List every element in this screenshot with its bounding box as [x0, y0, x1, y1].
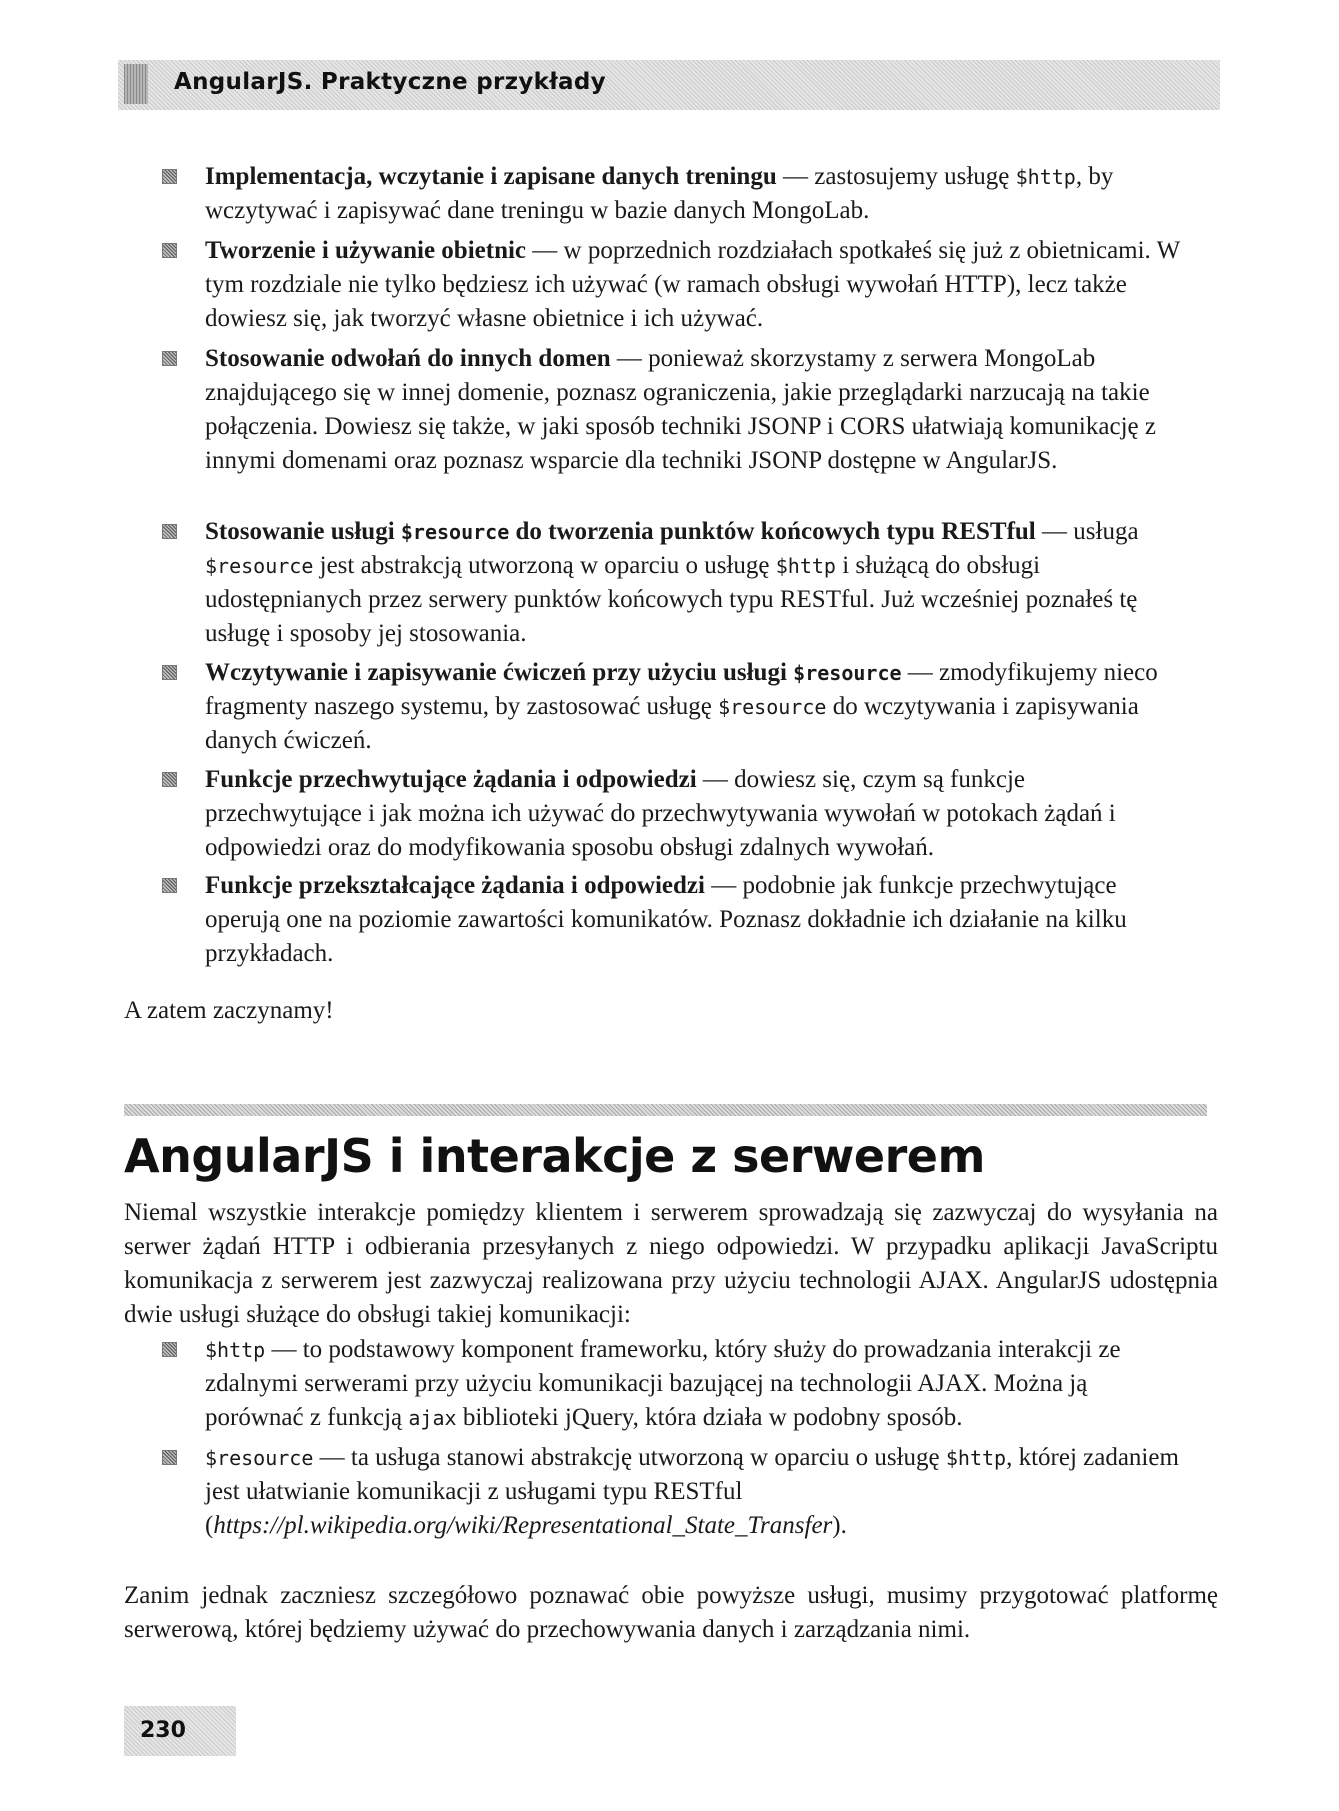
list-item — [205, 342, 1185, 478]
list-item-term: Tworzenie i używanie obietnic — [205, 237, 527, 264]
list-item — [205, 1441, 1185, 1543]
list-item-text: jest abstrakcją utworzoną w oparciu o usługę — [313, 552, 776, 579]
list-item-text: do wczytywania i zapisywania danych ćwiczeń. — [205, 693, 1139, 754]
square-bullet-icon — [162, 1342, 177, 1357]
outro-paragraph: A zatem zaczynamy! — [124, 997, 334, 1024]
inline-code: $http — [775, 554, 836, 578]
list-item-text: — podobnie jak funkcje przechwytujące operują one na poziomie zawartości komunikatów. Poznasz dokładnie ich działanie na kilku przykładach. — [205, 872, 1127, 967]
list-item — [205, 656, 1185, 758]
list-item — [205, 869, 1185, 971]
list-item-text: ). — [832, 1512, 847, 1539]
list-item-term: Implementacja, wczytanie i zapisane danych treningu — [205, 163, 777, 190]
list-item-text: , której zadaniem jest ułatwianie komunikacji z usługami typu RESTful ( — [205, 1444, 1179, 1539]
inline-code: $resource — [793, 661, 902, 685]
running-header-title: AngularJS. Praktyczne przykłady — [174, 69, 606, 95]
list-item — [205, 234, 1185, 336]
list-item-text: — to podstawowy komponent frameworku, który służy do prowadzania interakcji ze zdalnymi serwerami przy użyciu komunikacji bazującej na technologii AJAX. Można ją porównać z funkcją — [205, 1336, 1121, 1431]
inline-code: $resource — [400, 520, 510, 544]
inline-code: ajax — [408, 1406, 457, 1430]
inline-code: $http — [1015, 165, 1076, 189]
list-item-text: i służącą do obsługi udostępnianych przez serwery punktów końcowych typu RESTful. Już wcześniej poznałeś tę usługę i sposoby jej stosowania. — [205, 552, 1138, 647]
list-item-text: , by wczytywać i zapisywać dane treningu w bazie danych MongoLab. — [205, 163, 1114, 224]
square-bullet-icon — [162, 524, 177, 539]
section-heading: AngularJS i interakcje z serwerem — [124, 1129, 985, 1183]
section-intro-paragraph: Niemal wszystkie interakcje pomiędzy klientem i serwerem sprowadzają się zazwyczaj do wysyłania na serwer żądań HTTP i odbierania przesyłanych z niego odpowiedzi. W przypadku aplikacji JavaScriptu komunikacja z serwerem jest zazwyczaj realizowana przy użyciu technologii AJAX. AngularJS udostępnia dwie usługi służące do obsługi takiej komunikacji: — [124, 1199, 1218, 1328]
square-bullet-icon — [162, 169, 177, 184]
square-bullet-icon — [162, 243, 177, 258]
square-bullet-icon — [162, 665, 177, 680]
list-item-term: Funkcje przechwytujące żądania i odpowiedzi — [205, 766, 697, 793]
square-bullet-icon — [162, 1450, 177, 1465]
list-item-text: — dowiesz się, czym są funkcje przechwytujące i jak można ich używać do przechwytywania wywołań w potokach żądań i odpowiedzi oraz do modyfikowania sposobu obsługi zdalnych wywołań. — [205, 766, 1116, 861]
list-item-term: Stosowanie usługi — [205, 518, 401, 545]
inline-code: $resource — [205, 554, 314, 578]
header-tab-marker — [124, 64, 148, 104]
list-item-term: Stosowanie odwołań do innych domen — [205, 345, 611, 372]
square-bullet-icon — [162, 772, 177, 787]
list-item-term: do tworzenia punktów końcowych typu RESTful — [509, 518, 1036, 545]
page-number: 230 — [140, 1718, 186, 1743]
wikipedia-link[interactable]: https://pl.wikipedia.org/wiki/Representational_State_Transfer — [213, 1512, 833, 1539]
list-item-term: Funkcje przekształcające żądania i odpowiedzi — [205, 872, 705, 899]
square-bullet-icon — [162, 878, 177, 893]
list-item-text: — ponieważ skorzystamy z serwera MongoLab znajdującego się w innej domenie, poznasz ograniczenia, jakie przeglądarki narzucają na takie połączenia. Dowiesz się także, w jaki sposób techniki JSONP i CORS ułatwiają komunikację z innymi domenami oraz poznasz wsparcie dla techniki JSONP dostępne w AngularJS. — [205, 345, 1156, 474]
inline-code: $resource — [205, 1446, 314, 1470]
inline-code: $resource — [718, 695, 827, 719]
square-bullet-icon — [162, 351, 177, 366]
list-item — [205, 763, 1185, 865]
list-item-text: — w poprzednich rozdziałach spotkałeś się już z obietnicami. W tym rozdziale nie tylko będziesz ich używać (w ramach obsługi wywołań HTTP), lecz także dowiesz się, jak tworzyć własne obietnice i ich używać. — [205, 237, 1180, 332]
closing-paragraph: Zanim jednak zaczniesz szczegółowo poznawać obie powyższe usługi, musimy przygotować platformę serwerową, której będziemy używać do przechowywania danych i zarządzania nimi. — [124, 1582, 1218, 1643]
list-item-text: — zmodyfikujemy nieco fragmenty naszego systemu, by zastosować usługę — [205, 659, 1158, 720]
list-item-text: — usługa — [1035, 518, 1139, 545]
list-item — [205, 1333, 1185, 1435]
list-item-text: biblioteki jQuery, która działa w podobny sposób. — [456, 1404, 963, 1431]
list-item-text: — ta usługa stanowi abstrakcję utworzoną w oparciu o usługę — [313, 1444, 946, 1471]
list-item — [205, 160, 1185, 228]
list-item-term: Wczytywanie i zapisywanie ćwiczeń przy użyciu usługi — [205, 659, 794, 686]
list-item — [205, 515, 1185, 651]
section-divider — [124, 1104, 1207, 1116]
inline-code: $http — [945, 1446, 1007, 1470]
list-item-text: — zastosujemy usługę — [776, 163, 1016, 190]
inline-code: $http — [205, 1338, 266, 1362]
